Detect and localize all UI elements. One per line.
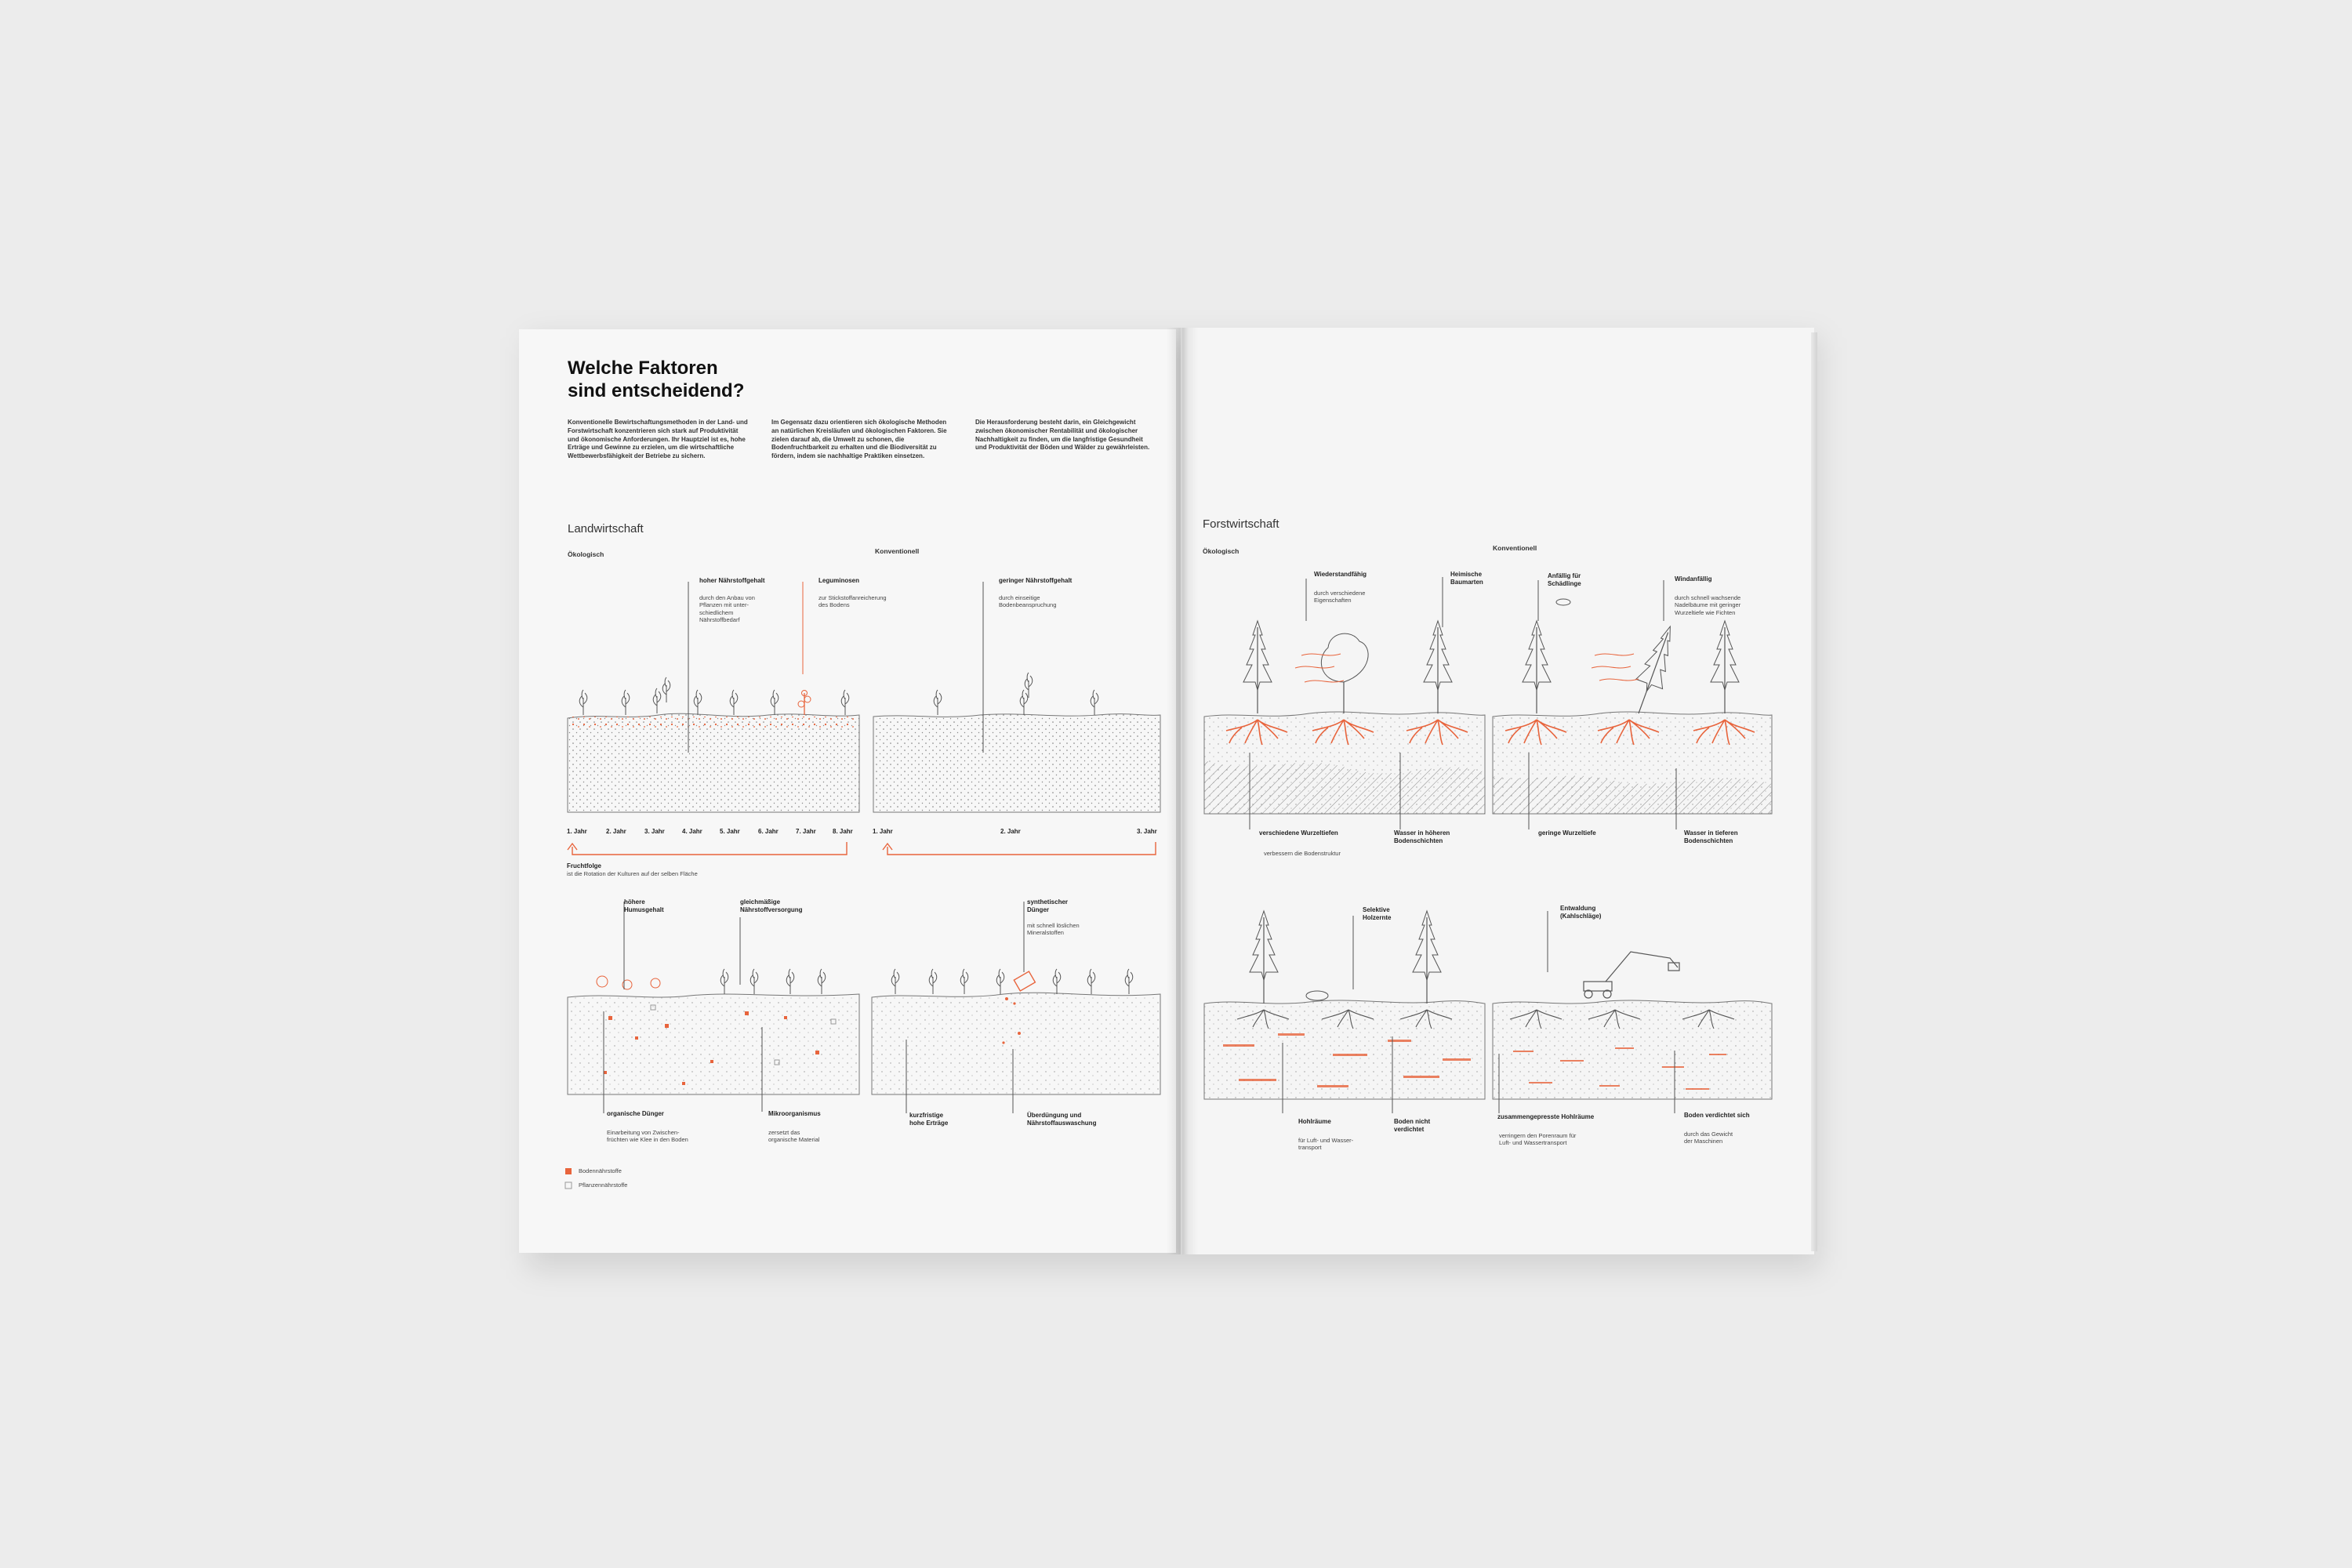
- soil-konv-top: [873, 714, 1160, 812]
- label-hohlraeume: Hohlräume: [1298, 1118, 1331, 1125]
- label-mikroorganismus: Mikroorganismus: [768, 1110, 821, 1117]
- desc-leguminosen: zur Stickstoffanreicherung des Bodens: [818, 594, 887, 609]
- label-konventionell-forst: Konventionell: [1493, 544, 1537, 552]
- desc-windanfaellig: durch schnell wachsende Nadelbäume mit geringer Wurzeltiefe wie Fichten: [1675, 594, 1741, 616]
- pest-icon: [1556, 599, 1570, 605]
- soil-oeko-top: [568, 713, 859, 812]
- legend-swatch-boden: [565, 1168, 572, 1174]
- label-boden-verdichtet: Boden verdichtet sich: [1684, 1112, 1750, 1119]
- year-label: 3. Jahr: [644, 828, 665, 835]
- desc-geringer-naehrstoffgehalt: durch einseitige Bodenbeanspruchung: [999, 594, 1057, 609]
- label-heimische-baumarten: Heimische Baumarten: [1450, 571, 1483, 586]
- desc-hohlraeume: für Luft- und Wasser- transport: [1298, 1137, 1354, 1152]
- section-landwirtschaft: Landwirtschaft: [568, 522, 644, 535]
- desc-mikroorganismus: zersetzt das organische Material: [768, 1129, 820, 1144]
- intro-col-2: Im Gegensatz dazu orientieren sich ökologische Methoden an natürlichen Kreisläufen und ökologischen Faktoren. Sie zielen darauf ab, die Umwelt zu schonen, die Bodenfruchtbarkeit zu erhalten und die Biodiversität zu fördern, indem sie nachhaltige Praktiken einsetzen.: [771, 419, 947, 460]
- year-label: 4. Jahr: [682, 828, 702, 835]
- label-wiederstandfaehig: Wiederstandfähig: [1314, 571, 1367, 578]
- label-kurzfristige-ertraege: kurzfristige hohe Erträge: [909, 1112, 949, 1127]
- label-oekologisch-forst: Ökologisch: [1203, 547, 1240, 555]
- desc-synthetischer-duenger: mit schnell löslichen Mineralstoffen: [1027, 922, 1080, 937]
- label-konventionell-land: Konventionell: [875, 547, 920, 555]
- legend-bodennaehrstoffe: Bodennährstoffe: [579, 1167, 622, 1174]
- label-synthetischer-duenger: synthetischer Dünger: [1027, 898, 1069, 913]
- label-ueberduengung: Überdüngung und Nährstoffauswaschung: [1027, 1112, 1097, 1127]
- forest-konv-bottom: [1493, 952, 1772, 1099]
- year-label: 2. Jahr: [606, 828, 626, 835]
- label-wasser-hoeher: Wasser in höheren Bodenschichten: [1394, 829, 1450, 844]
- desc-organische-duenger: Einarbeitung von Zwischen- früchten wie Klee in den Boden: [607, 1129, 688, 1144]
- crop-plants-konv: [934, 673, 1098, 715]
- soil-oeko-bottom: [568, 969, 859, 1094]
- label-fruchtfolge: Fruchtfolge: [567, 862, 601, 869]
- label-hoehere-humusgehalt: höhere Humusgehalt: [624, 898, 664, 913]
- section-forstwirtschaft: Forstwirtschaft: [1203, 517, 1279, 531]
- intro-col-1: Konventionelle Bewirtschaftungsmethoden in der Land- und Forstwirtschaft konzentrieren sich stark auf Produktivität und ökonomische Anforderungen. Ihr Hauptziel ist es, hohe Erträge und Gewinne zu erzielen, um die wirtschaftliche Wettbewerbsfähigkeit der Betriebe zu sichern.: [568, 419, 748, 460]
- label-selektive-holzernte: Selektive Holzernte: [1363, 906, 1392, 921]
- label-verschiedene-wurzeltiefen: verschiedene Wurzeltiefen: [1259, 829, 1338, 837]
- label-entwaldung: Entwaldung (Kahlschläge): [1560, 905, 1602, 920]
- desc-fruchtfolge: ist die Rotation der Kulturen auf der selben Fläche: [567, 870, 698, 877]
- soil-konv-bottom: [872, 969, 1160, 1094]
- page-title: Welche Faktoren sind entscheidend?: [568, 358, 745, 401]
- label-geringe-wurzeltiefe: geringe Wurzeltiefe: [1538, 829, 1596, 837]
- label-anfaellig-schaedlinge: Anfällig für Schädlinge: [1548, 572, 1581, 587]
- label-boden-nicht-verdichtet: Boden nicht verdichtet: [1394, 1118, 1431, 1133]
- intro-col-3: Die Herausforderung besteht darin, ein Gleichgewicht zwischen ökonomischer Rentabilität und ökologischer Nachhaltigkeit zu finden, um die langfristige Gesundheit und Produktivität der Böden und Wälder zu gewährleisten.: [975, 419, 1150, 452]
- forest-oeko-top: [1204, 621, 1485, 814]
- label-windanfaellig: Windanfällig: [1675, 575, 1712, 583]
- fertilizer-bag-icon: [1014, 971, 1035, 991]
- label-wasser-tiefer: Wasser in tieferen Bodenschichten: [1684, 829, 1738, 844]
- year-label: 5. Jahr: [720, 828, 740, 835]
- year-label: 6. Jahr: [758, 828, 779, 835]
- rotation-arrows: [568, 842, 1156, 855]
- label-hoher-naehrstoffgehalt: hoher Nährstoffgehalt: [699, 577, 765, 584]
- deciduous-tree-icon: [1321, 633, 1368, 713]
- crop-plants-oeko: [579, 677, 849, 715]
- year-label: 8. Jahr: [833, 828, 853, 835]
- label-leguminosen: Leguminosen: [818, 577, 860, 584]
- legend-swatch-pflanze: [565, 1182, 572, 1189]
- forest-konv-top: [1493, 599, 1772, 814]
- forest-oeko-bottom: [1204, 911, 1485, 1099]
- stump-icon: [1306, 991, 1328, 1000]
- label-gleichmaessige-versorgung: gleichmäßige Nährstoffversorgung: [740, 898, 803, 913]
- harvester-machine-icon: [1584, 952, 1679, 998]
- year-label: 2. Jahr: [1000, 828, 1021, 835]
- label-zusammengepresste-hohlraeume: zusammengepresste Hohlräume: [1497, 1113, 1595, 1120]
- desc-zusammengepresste-hohlraeume: verringern den Porenraum für Luft- und Wassertransport: [1499, 1132, 1577, 1147]
- desc-verschiedene-wurzeltiefen: verbessern die Bodenstruktur: [1264, 850, 1341, 857]
- year-label: 1. Jahr: [567, 828, 587, 835]
- label-geringer-naehrstoffgehalt: geringer Nährstoffgehalt: [999, 577, 1073, 584]
- year-label: 7. Jahr: [796, 828, 816, 835]
- legend-pflanzennaehrstoffe: Pflanzennährstoffe: [579, 1181, 628, 1189]
- label-organische-duenger: organische Dünger: [607, 1110, 664, 1117]
- desc-hoher-naehrstoffgehalt: durch den Anbau von Pflanzen mit unter- schiedlichem Nährstoffbedarf: [699, 594, 755, 624]
- year-label: 3. Jahr: [1137, 828, 1157, 835]
- desc-wiederstandfaehig: durch verschiedene Eigenschaften: [1314, 590, 1366, 604]
- year-label: 1. Jahr: [873, 828, 893, 835]
- desc-boden-verdichtet: durch das Gewicht der Maschinen: [1684, 1131, 1733, 1145]
- label-oekologisch-land: Ökologisch: [568, 550, 604, 558]
